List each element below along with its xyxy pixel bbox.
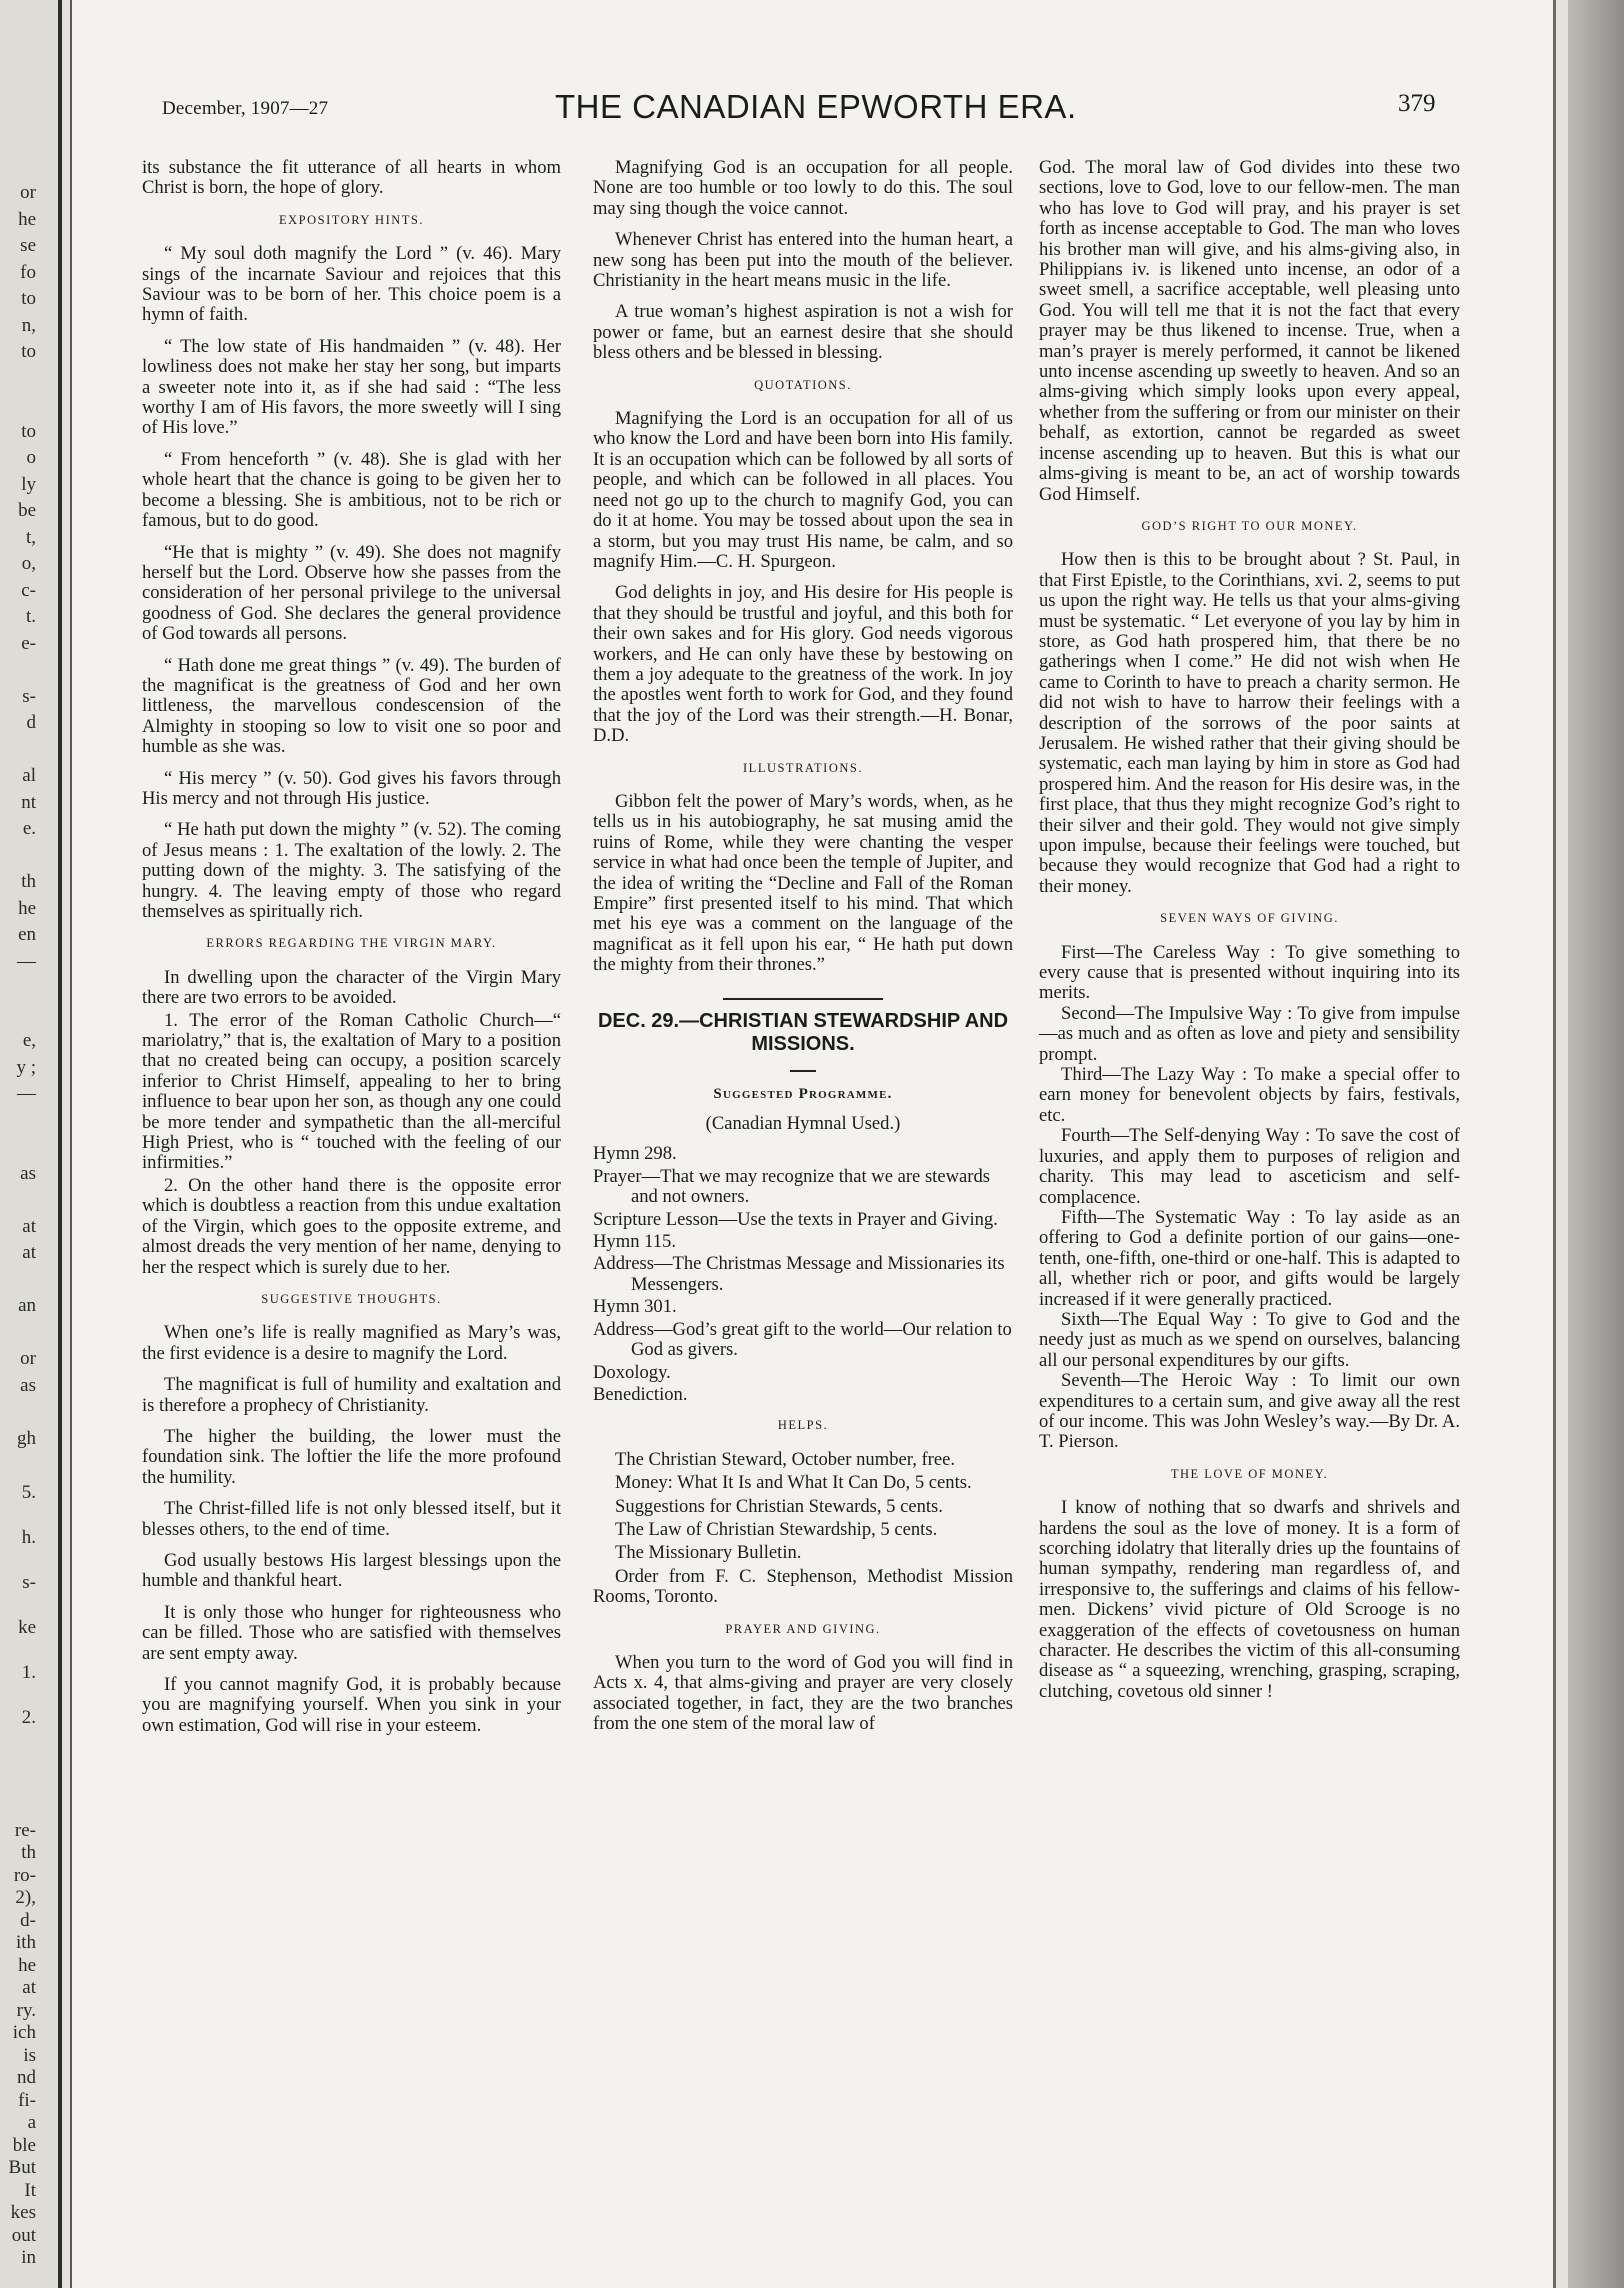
journal-title: THE CANADIAN EPWORTH ERA. — [555, 88, 1077, 125]
paragraph: When one’s life is really magnified as Mary’s was, the first evidence is a desire to magnify the Lord. — [142, 1322, 561, 1364]
programme-item: Doxology. — [593, 1361, 671, 1383]
help-item: The Law of Christian Stewardship, 5 cents. — [615, 1518, 938, 1540]
column-left — [142, 158, 561, 1747]
hymnal-note: (Canadian Hymnal Used.) — [705, 1113, 901, 1135]
paragraph: 1. The error of the Roman Catholic Church—“ mariolatry,” that is, the exaltation of Mary to a position that no created being can occupy, a position scarcely inferior to Christ Himself, appealing to her to bring influence to bear upon her son, as though any one could be more tender and sympathetic than the all-merciful High Priest, who is “ touched with the feeling of our infirmities.” — [142, 1009, 561, 1174]
margin-fragment: kes — [10, 2202, 36, 2223]
paragraph: “ His mercy ” (v. 50). God gives his favors through His mercy and not through His justice. — [142, 767, 561, 809]
margin-fragment: ich — [12, 2022, 36, 2043]
margin-fragment: s- — [22, 1572, 36, 1593]
margin-fragment: c- — [21, 579, 36, 601]
section-heading-prayer-and-giving: PRAYER AND GIVING. — [725, 1621, 881, 1636]
margin-fragment: he — [18, 897, 36, 919]
section-heading-suggestive-thoughts: SUGGESTIVE THOUGHTS. — [261, 1291, 442, 1306]
paragraph: How then is this to be brought about ? St. Paul, in that First Epistle, to the Corinthians, xvi. 2, seems to put us upon the right way. He tells us that your alms-giving must be systematic. “ Let everyone of you lay by him in store, as God hath prospered him, that there be no gatherings when I come.” He did not wish when He came to Corinth to have to preach a charity sermon. He did not wish to have to harrow their feelings with a description of the sorrows of the poor saints at Jerusalem. He wished rather that their giving should be systematic, each man laying by him in store as God had prospered him. And the reason for His desire was, in the first place, that thus they might recognize God’s right to their silver and their gold. They would not give simply upon impulse, because their feelings were touched, but because they would recognize that God had a right to their money. — [1039, 549, 1460, 897]
section-heading-seven-ways: SEVEN WAYS OF GIVING. — [1160, 911, 1339, 926]
margin-fragment: or — [20, 182, 36, 203]
margin-fragment: t. — [25, 606, 36, 627]
margin-fragment: nt — [21, 791, 36, 813]
programme-item: Scripture Lesson—Use the texts in Prayer and Giving. — [593, 1208, 998, 1230]
margin-fragment: gh — [17, 1427, 36, 1449]
page-number: 379 — [1398, 90, 1436, 117]
section-heading-quotations: QUOTATIONS. — [754, 377, 852, 392]
margin-fragment: 2. — [21, 1707, 36, 1728]
paragraph: The magnificat is full of humility and exaltation and is therefore a prophecy of Christianity. — [142, 1374, 561, 1416]
paragraph: God usually bestows His largest blessings upon the humble and thankful heart. — [142, 1549, 561, 1592]
margin-fragment: It — [24, 2179, 36, 2201]
margin-fragment: o — [26, 447, 36, 468]
way-item: Fourth—The Self-denying Way : To save the cost of luxuries, and apply them to purposes of religion and charity. This may lead to asceticism and self-complacence. — [1039, 1125, 1460, 1208]
margin-fragment: in — [21, 2247, 36, 2268]
margin-fragment: But — [8, 2157, 36, 2178]
margin-fragment: to — [21, 288, 36, 309]
margin-fragment: n, — [21, 314, 36, 336]
paragraph: When you turn to the word of God you will find in Acts x. 4, that alms-giving and prayer are very closely associated together, in fact, they are the two branches from the one stem of the moral law of — [593, 1651, 1013, 1735]
margin-fragment: fo — [20, 261, 36, 283]
margin-fragment: e- — [21, 632, 36, 654]
help-item: Order from F. C. Stephenson, Methodist Mission Rooms, Toronto. — [593, 1565, 1013, 1608]
way-item: Fifth—The Systematic Way : To lay aside as an offering to God a definite portion of our gains—one-tenth, one-fifth, one-third or one-half. This is adapted to all, whether rich or poor, and gifts would be largely increased if it were generally practiced. — [1039, 1206, 1460, 1310]
margin-fragment: as — [20, 1162, 36, 1184]
divider-rule-short — [790, 1070, 816, 1072]
section-heading-errors: ERRORS REGARDING THE VIRGIN MARY. — [206, 936, 497, 951]
section-heading-illustrations: ILLUSTRATIONS. — [743, 760, 863, 775]
margin-fragment: th — [21, 1842, 36, 1863]
paragraph: Whenever Christ has entered into the human heart, a new song has been put into the mouth of the believer. Christianity in the heart means music in the life. — [593, 229, 1013, 292]
paragraph: “ The low state of His handmaiden ” (v. 48). Her lowliness does not make her stay her song, but imparts a sweeter note into it, as if she had said : “The less worthy I am of His favors, the more sweetly will I sing of His love.” — [142, 335, 561, 439]
margin-fragment: as — [20, 1374, 36, 1396]
margin-fragment: at — [22, 1242, 36, 1263]
margin-fragment: to — [21, 341, 36, 362]
paragraph: “ He hath put down the mighty ” (v. 52). The coming of Jesus means : 1. The exaltation of the lowly. 2. The putting down of the mighty. 3. The satisfying of the hungry. 4. The leaving empty of those who regard themselves as spiritually rich. — [142, 819, 561, 922]
help-item: The Missionary Bulletin. — [615, 1542, 802, 1564]
margin-fragment: s- — [22, 685, 36, 707]
margin-fragment: at — [22, 1977, 36, 1998]
margin-fragment: be — [18, 500, 36, 521]
margin-fragment: — — [17, 1083, 36, 1104]
way-item: Sixth—The Equal Way : To give to God and the needy just as much as we spend on ourselves, balancing all our personal expenditures by our gifts. — [1039, 1308, 1460, 1371]
programme-item: Benediction. — [593, 1383, 688, 1405]
previous-page-edge — [0, 0, 62, 2288]
paragraph: 2. On the other hand there is the opposite error which is doubtless a reaction from this undue exaltation of the Virgin, which goes to the opposite extreme, and almost dreads the very mention of her name, denying to her the respect which is surely due to her. — [142, 1174, 561, 1278]
way-item: Third—The Lazy Way : To make a special offer to earn money for benevolent objects by fairs, festivals, etc. — [1039, 1064, 1460, 1126]
margin-fragment: en — [18, 924, 36, 945]
column-middle — [593, 158, 1013, 1746]
margin-fragment: nd — [17, 2067, 36, 2088]
section-heading-helps: HELPS. — [777, 1418, 829, 1433]
margin-fragment: e. — [22, 818, 36, 839]
programme-item: Hymn 301. — [593, 1296, 677, 1318]
way-item: Seventh—The Heroic Way : To limit our own expenditures to a certain sum, and give away all the rest of our income. This was John Wesley’s way.—By Dr. A. T. Pierson. — [1039, 1370, 1460, 1453]
margin-fragment: e, — [22, 1030, 36, 1051]
margin-fragment: 2), — [15, 1887, 36, 1908]
lesson-heading: DEC. 29.—CHRISTIAN STEWARDSHIP AND MISSIONS. — [597, 1009, 1009, 1055]
margin-fragment: a — [27, 2112, 36, 2133]
margin-fragment: d- — [20, 1909, 36, 1931]
paragraph: “ Hath done me great things ” (v. 49). The burden of the magnificat is the greatness of God and her own littleness, the marvellous condescension of the Almighty in stooping so low to visit one so poor and humble as she was. — [142, 654, 561, 758]
programme-item: Address—The Christmas Message and Missionaries its Messengers. — [593, 1253, 1005, 1295]
margin-fragment: 1. — [21, 1662, 36, 1683]
margin-fragment: ry. — [16, 1999, 36, 2021]
margin-fragment: y ; — [16, 1056, 36, 1078]
paragraph: “He that is mighty ” (v. 49). She does not magnify herself but the Lord. Observe how she passes from the consideration of her personal privilege to the universal goodness of God. She declares the general providence of God towards all persons. — [142, 541, 561, 645]
way-item: Second—The Impulsive Way : To give from impulse—as much and as often as love and piety and sensibility prompt. — [1039, 1002, 1460, 1065]
section-heading-expository-hints: EXPOSITORY HINTS. — [279, 212, 424, 227]
programme-item: Prayer—That we may recognize that we are stewards and not owners. — [593, 1165, 991, 1208]
issue-date: December, 1907—27 — [162, 98, 329, 119]
margin-fragment: th — [21, 871, 36, 892]
programme-item: Address—God’s great gift to the world—Our relation to God as givers. — [593, 1318, 1012, 1361]
divider-rule — [723, 998, 883, 1000]
margin-fragment: se — [20, 235, 36, 256]
help-item: Suggestions for Christian Stewards, 5 cents. — [615, 1495, 943, 1517]
paragraph: Magnifying the Lord is an occupation for all of us who know the Lord and have been born into His family. It is an occupation which can be followed by all sorts of people, and which can be followed in all places. You need not go up to the church to magnify God, you can do it at home. You may be tossed about upon the sea in a storm, but you may trust His name, be calm, and so magnify Him.—C. H. Spurgeon. — [593, 408, 1013, 572]
right-binding-shadow — [1568, 0, 1624, 2288]
paragraph: In dwelling upon the character of the Virgin Mary there are two errors to be avoided. — [142, 966, 561, 1009]
margin-fragment: he — [18, 208, 36, 230]
paragraph: God. The moral law of God divides into these two sections, love to God, love to our fellow-men. The man who has love to God will pray, and his prayer is set forth as incense acceptable to God. The man who loves his brother man will give, and his alms-giving also, in Philippians iv. is likened unto incense, an odor of a sweet smell, a sacrifice acceptable, well pleasing unto God. You will tell me that it is not the fact that every prayer may be thus likened to incense. True, when a man’s prayer is merely performed, it cannot be likened unto incense ascending up sweetly to heaven. And so an alms-giving which simply looks upon every appeal, whether from the suffering or from our minister on their behalf, as extortion, cannot be regarded as sweet incense ascending up to heaven. But this is what our alms-giving is meant to be, an act of worship towards God Himself. — [1039, 157, 1460, 505]
margin-fragment: — — [17, 950, 36, 972]
margin-fragment: re- — [14, 1819, 36, 1841]
margin-fragment: h. — [21, 1527, 36, 1548]
margin-fragment: o, — [21, 553, 36, 574]
margin-fragment: ly — [21, 473, 36, 495]
margin-fragment: ke — [18, 1617, 36, 1638]
margin-fragment: ro- — [13, 1864, 36, 1886]
book-gutter — [58, 0, 62, 2288]
margin-fragment: fi- — [18, 2089, 36, 2111]
margin-fragment: ith — [15, 1932, 36, 1953]
margin-fragment: to — [21, 420, 36, 442]
programme-list — [593, 1144, 1013, 1405]
margin-fragment: is — [23, 2044, 36, 2066]
section-heading-love-of-money: THE LOVE OF MONEY. — [1170, 1466, 1329, 1481]
paragraph: its substance the fit utterance of all hearts in whom Christ is born, the hope of glory. — [142, 157, 561, 199]
paragraph: Magnifying God is an occupation for all people. None are too humble or too lowly to do this. The soul may sing though the voice cannot. — [593, 157, 1013, 219]
way-item: First—The Careless Way : To give something to every cause that is presented without inquiring into its merits. — [1039, 941, 1460, 1004]
margin-fragment: out — [11, 2224, 36, 2246]
programme-heading: Suggested Programme. — [713, 1085, 893, 1102]
help-item: The Christian Steward, October number, free. — [615, 1448, 956, 1470]
margin-fragment: ble — [12, 2134, 36, 2156]
paragraph: If you cannot magnify God, it is probably because you are magnifying yourself. When you sink in your own estimation, God will rise in your esteem. — [142, 1674, 561, 1736]
margin-fragment: 5. — [21, 1482, 36, 1503]
paragraph: It is only those who hunger for righteousness who can be filled. Those who are satisfied with themselves are sent empty away. — [142, 1601, 561, 1664]
margin-fragment: at — [22, 1215, 36, 1237]
margin-fragment: he — [18, 1954, 36, 1976]
column-right — [1039, 158, 1460, 1713]
margin-fragment: or — [20, 1348, 36, 1369]
programme-item: Hymn 298. — [593, 1143, 677, 1165]
paragraph: God delights in joy, and His desire for His people is that they should be trustful and joyful, and this both for their own sakes and for His glory. God needs vigorous workers, and He can only have these by bestowing on them a joy adequate to the greatness of the work. In joy the apostles went forth to work for God, and they found that the joy of the Lord was their strength.—H. Bonar, D.D. — [593, 582, 1013, 747]
paragraph: A true woman’s highest aspiration is not a wish for power or fame, but an earnest desire that she should bless others and be blessed in blessing. — [593, 301, 1013, 364]
paragraph: Gibbon felt the power of Mary’s words, when, as he tells us in his autobiography, he sat musing amid the ruins of Rome, while they were chanting the vesper service in what had once been the temple of Jupiter, and the idea of writing the “Decline and Fall of the Roman Empire” first presented itself to his mind. That which met his eye was a comment on the language of the magnificat as it fell upon his ear, “ He hath put down the mighty from their thrones.” — [593, 790, 1013, 976]
section-heading-gods-right: GOD’S RIGHT TO OUR MONEY. — [1141, 518, 1358, 533]
right-page-edge — [1553, 0, 1556, 2288]
margin-fragment: an — [18, 1295, 36, 1316]
paragraph: The Christ-filled life is not only blessed itself, but it blesses others, to the end of time. — [142, 1498, 561, 1540]
programme-item: Hymn 115. — [593, 1231, 676, 1253]
paragraph: I know of nothing that so dwarfs and shrivels and hardens the soul as the love of money. It is a form of scorching idolatry that literally dries up the fountains of human sympathy, rendering man regardless of, and irresponsive to, the sufferings and claims of his fellow-men. Dickens’ vivid picture of Old Scrooge is no exaggeration of the effects of covetousness on human character. He describes the victim of this all-consuming disease as “ a squeezing, wrenching, grasping, scraping, clutching, covetous old sinner ! — [1039, 1497, 1460, 1702]
margin-fragment: al — [22, 765, 36, 786]
paragraph: The higher the building, the lower must the foundation sink. The loftier the life the more profound the humility. — [142, 1425, 561, 1488]
help-item: Money: What It Is and What It Can Do, 5 cents. — [615, 1472, 972, 1494]
margin-fragment: d — [26, 712, 36, 733]
paragraph: “ From henceforth ” (v. 48). She is glad with her whole heart that the chance is going to be given her to become a blessing. She is ambitious, not to be rich or famous, but to do good. — [142, 448, 561, 532]
margin-fragment: t, — [25, 526, 36, 548]
paragraph: “ My soul doth magnify the Lord ” (v. 46). Mary sings of the incarnate Saviour and rejoices that this Saviour was to be born of her. This choice poem is a hymn of faith. — [142, 243, 561, 326]
